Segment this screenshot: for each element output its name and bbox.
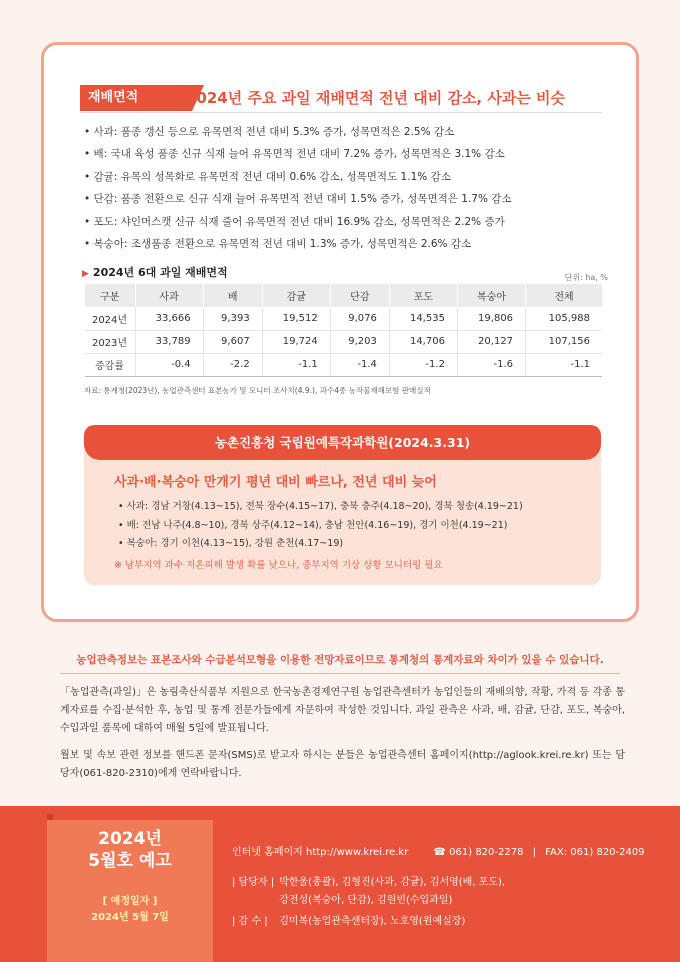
table-cell: -1.4	[330, 353, 389, 376]
table-cell: 9,393	[203, 307, 262, 330]
separator: |	[532, 847, 537, 858]
phone-number: ☎ 061) 820-2278	[433, 847, 524, 858]
issue-date: 2024년 5월 7일	[91, 912, 169, 923]
bullet-item: • 감귤: 유목의 성목화로 유목면적 전년 대비 0.6% 감소, 성목면적도 1.1% 감소	[84, 166, 512, 188]
rda-box	[84, 425, 601, 585]
issue-box	[47, 820, 213, 962]
issue-title-month: 5월호 예고	[88, 851, 172, 871]
table-unit: 단위: ha, %	[564, 273, 608, 282]
bullet-item: • 사과: 품종 갱신 등으로 유목면적 전년 대비 5.3% 증가, 성목면적은 2.5% 감소	[84, 121, 512, 143]
table-cell: 14,535	[389, 307, 457, 330]
table-cell: -2.2	[203, 353, 262, 376]
section-title: 2024년 주요 과일 재배면적 전년 대비 감소, 사과는 비슷	[186, 89, 566, 107]
footer-contact	[232, 843, 645, 858]
table-source: 자료: 통계청(2023년), 농업관측센터 표본농가 및 모니터 조사치(4.9.), 과수4종 농작물재해보험 판매실적	[84, 386, 431, 395]
area-table	[84, 284, 602, 377]
table-row	[85, 330, 603, 353]
table-cell: 33,666	[135, 307, 203, 330]
staff-line	[232, 873, 505, 888]
rda-item: • 사과: 경남 거창(4.13~15), 전북 장수(4.15~17), 충북 충주(4.18~20), 경북 청송(4.19~21)	[118, 498, 523, 517]
supervisor-line	[232, 912, 465, 927]
rda-title: 사과·배·복숭아 만개기 평년 대비 빠르나, 전년 대비 늦어	[114, 475, 437, 490]
homepage-link[interactable]: 인터넷 홈페이지 http://www.krei.re.kr	[232, 847, 409, 858]
table-cell: 14,706	[389, 330, 457, 353]
issue-title	[47, 828, 213, 872]
table-header-cell: 포도	[389, 284, 457, 307]
supervisor-names: 김미복(농업관측센터장), 노호영(원예실장)	[279, 916, 466, 927]
table-row	[85, 307, 603, 330]
table-header-row	[85, 284, 603, 307]
rda-item: • 배: 전남 나주(4.8~10), 경북 상주(4.12~14), 충남 천안(4.16~19), 경기 이천(4.19~21)	[118, 517, 523, 536]
rda-list	[118, 498, 523, 554]
table-cell: -0.4	[135, 353, 203, 376]
table-header-cell: 구분	[85, 284, 136, 307]
bullet-item: • 복숭아: 조생품종 전환으로 유목면적 전년 대비 1.3% 증가, 성목면적은 2.6% 감소	[84, 233, 512, 255]
table-cell: -1.2	[389, 353, 457, 376]
contact-paragraph: 월보 및 속보 관련 정보를 핸드폰 문자(SMS)로 받고자 하시는 분들은 농업관측센터 홈페이지(http://aglook.krei.re.kr) 또는 담당자(061-820-2310)에게 연락바랍니다.	[60, 750, 625, 779]
notice-text: 농업관측정보는 표본조사와 수급분석모형을 이용한 전망자료이므로 통계청의 통계자료와 차이가 있을 수 있습니다.	[76, 654, 604, 666]
table-header-cell: 단감	[330, 284, 389, 307]
table-cell: 105,988	[526, 307, 602, 330]
table-cell: 20,127	[457, 330, 525, 353]
table-cell: 19,724	[262, 330, 330, 353]
triangle-icon: ▶	[82, 269, 89, 279]
bullet-item: • 단감: 품종 전환으로 신규 식재 늘어 유목면적 전년 대비 1.5% 증가, 성목면적은 1.7% 감소	[84, 188, 512, 210]
table-cell: 증감률	[85, 353, 136, 376]
section-tag: 재배면적	[80, 85, 192, 111]
intro-paragraph: 「농업관측(과일)」은 농림축산식품부 지원으로 한국농촌경제연구원 농업관측센터가 농업인들의 재배의향, 작황, 가격 등 각종 통계자료를 수집·분석한 후, 농업 및 통계 전문가들에게 자문하여 작성한 것입니다. 과일 관측은 사과, 배, 감귤, 단감, 포도, 복숭아, 수입과일 품목에 대하여 매월 5일에 발표됩니다.	[60, 687, 625, 734]
table-cell: -1.6	[457, 353, 525, 376]
table-cell: 9,076	[330, 307, 389, 330]
staff-label: | 담당자 |	[232, 877, 275, 888]
table-caption-text: 2024년 6대 과일 재배면적	[92, 266, 228, 279]
supervisor-label: | 감 수 |	[232, 916, 268, 927]
table-caption	[82, 264, 228, 280]
bullet-list	[84, 121, 512, 255]
main-card	[41, 42, 639, 622]
table-header-cell: 복숭아	[457, 284, 525, 307]
issue-title-year: 2024년	[98, 829, 162, 849]
table-cell: 9,203	[330, 330, 389, 353]
table-cell: 2023년	[85, 330, 136, 353]
bullet-item: • 포도: 샤인머스캣 신규 식재 줄어 유목면적 전년 대비 16.9% 감소, 성목면적은 2.2% 증가	[84, 211, 512, 233]
staff-line-2	[232, 891, 452, 906]
rda-item: • 복숭아: 경기 이천(4.13~15), 강원 춘천(4.17~19)	[118, 535, 523, 554]
notice-divider	[60, 673, 620, 674]
staff-names: 박한울(총괄), 김형진(사과, 감귤), 김서영(배, 포도),	[279, 877, 506, 888]
rda-note: ※ 남부지역 과수 저온피해 발생 확률 낮으나, 중부지역 기상 상황 모니터링 필요	[114, 560, 443, 571]
table-row	[85, 353, 603, 376]
table-cell: 33,789	[135, 330, 203, 353]
table-header-cell: 전체	[526, 284, 602, 307]
staff-names: 강전성(복숭아, 단감), 김원빈(수입과일)	[279, 895, 453, 906]
table-cell: 19,806	[457, 307, 525, 330]
table-cell: 9,607	[203, 330, 262, 353]
table-cell: 107,156	[526, 330, 602, 353]
rda-header: 농촌진흥청 국립원예특작과학원(2024.3.31)	[84, 425, 601, 460]
table-cell: -1.1	[262, 353, 330, 376]
table-cell: -1.1	[526, 353, 602, 376]
table-header-cell: 사과	[135, 284, 203, 307]
table-header-cell: 감귤	[262, 284, 330, 307]
fax-number: FAX: 061) 820-2409	[545, 847, 645, 858]
table-cell: 2024년	[85, 307, 136, 330]
table-cell: 19,512	[262, 307, 330, 330]
issue-tag: [ 예정일자 ]	[102, 896, 158, 907]
bullet-item: • 배: 국내 육성 품종 신규 식재 늘어 유목면적 전년 대비 7.2% 증가, 성목면적은 3.1% 감소	[84, 143, 512, 165]
table-header-cell: 배	[203, 284, 262, 307]
section-divider	[80, 112, 602, 113]
